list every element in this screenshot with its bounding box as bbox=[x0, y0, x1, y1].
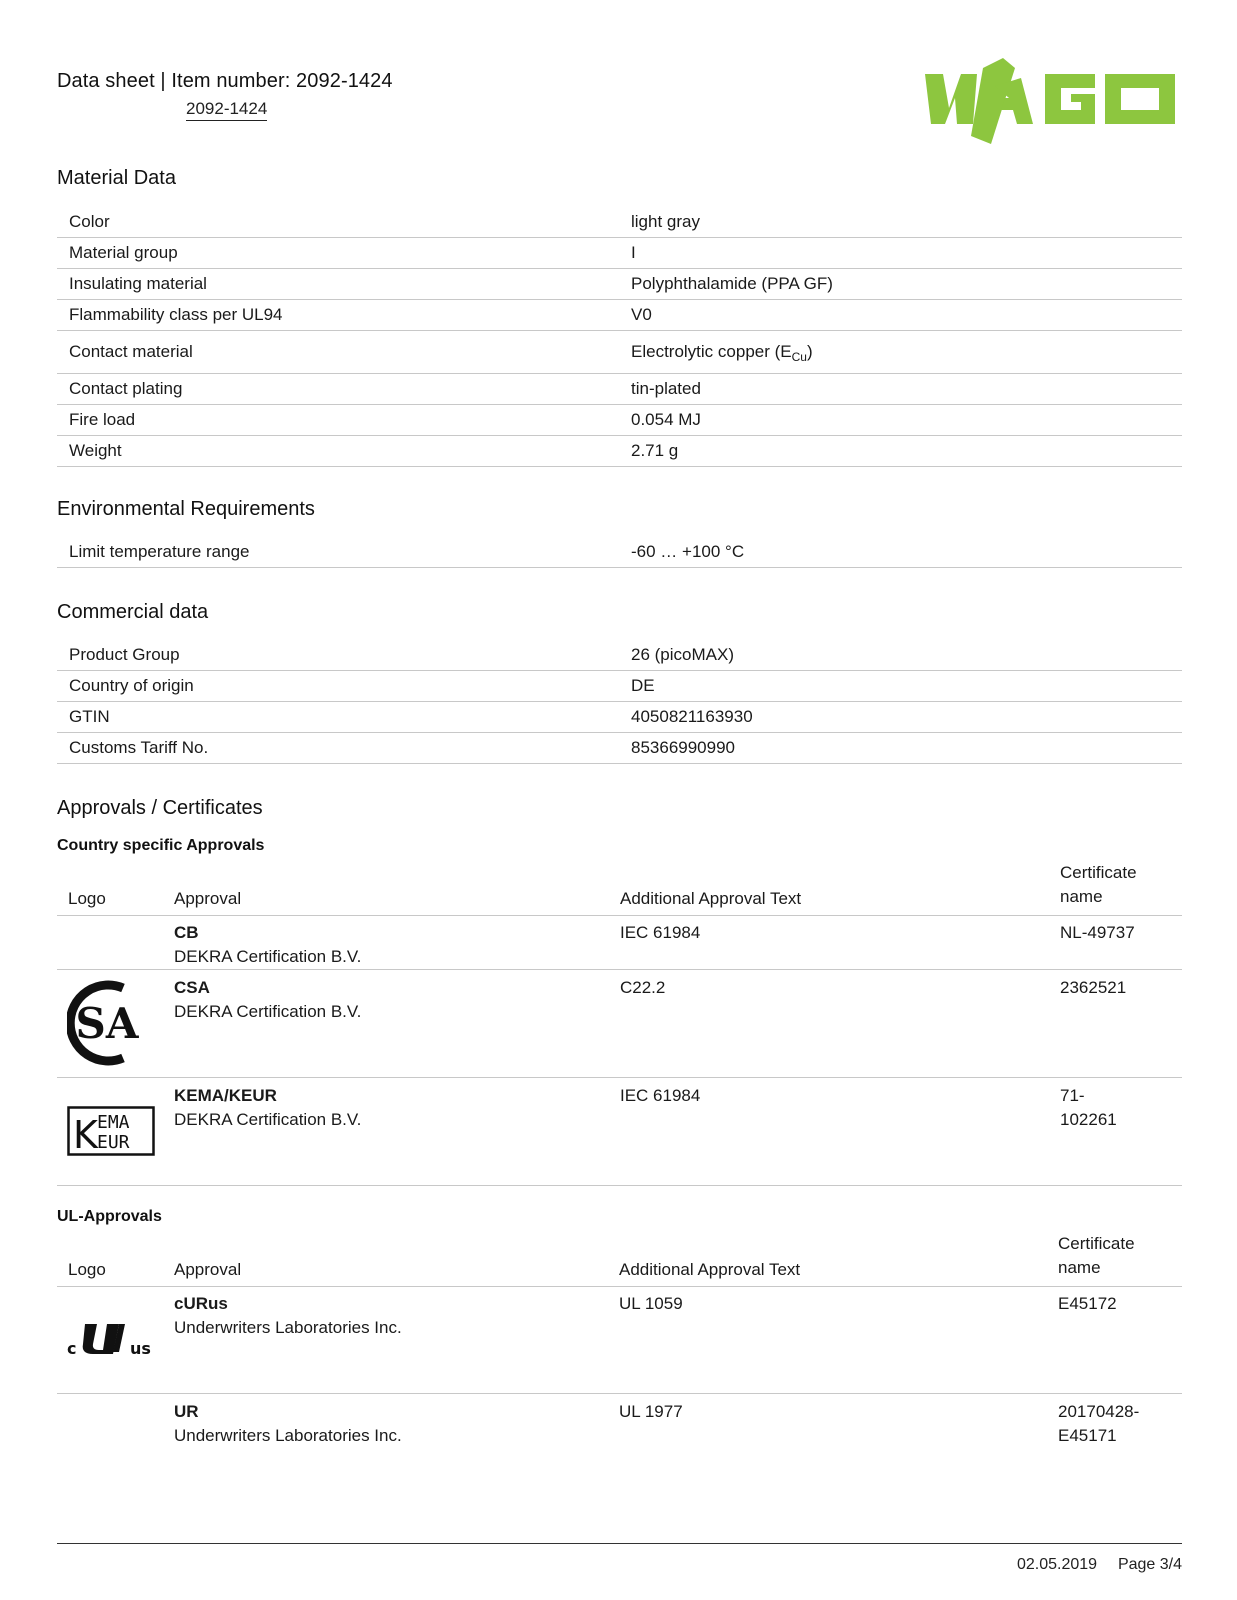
curus-logo-icon bbox=[67, 1318, 157, 1358]
subsection-title-ul: UL-Approvals bbox=[57, 1208, 162, 1225]
section-title-material: Material Data bbox=[57, 167, 176, 189]
environment-table bbox=[57, 537, 1182, 568]
svg-text:EMA: EMA bbox=[97, 1112, 130, 1133]
table-row: Country of origin DE bbox=[57, 671, 1182, 702]
page-footer bbox=[1017, 1556, 1182, 1574]
table-row: Contact plating tin-plated bbox=[57, 374, 1182, 405]
page-number: Page 3/4 bbox=[1117, 1556, 1182, 1573]
table-row: Color light gray bbox=[57, 207, 1182, 238]
section-title-commercial: Commercial data bbox=[57, 601, 209, 623]
table-row: UR Underwriters Laboratories Inc. UL 1977 20170428- E45171 bbox=[174, 1402, 1140, 1445]
section-title-approvals: Approvals / Certificates bbox=[57, 797, 263, 819]
table-row: CB DEKRA Certification B.V. IEC 61984 NL-49737 bbox=[57, 915, 1182, 970]
document-header bbox=[57, 70, 393, 121]
svg-text:EUR: EUR bbox=[97, 1132, 130, 1153]
table-row: Limit temperature range -60 … +100 °C bbox=[57, 537, 1182, 568]
footer-divider bbox=[57, 1543, 1182, 1544]
table-row: Flammability class per UL94 V0 bbox=[57, 300, 1182, 331]
item-number-link[interactable]: 2092-1424 bbox=[186, 99, 267, 121]
table-row: K EMA EUR KEMA/KEUR DEKRA Certification B.V. IEC 61984 71- 102261 bbox=[57, 1078, 1182, 1186]
table-row: Material group I bbox=[57, 238, 1182, 269]
table-row: Weight 2.71 g bbox=[57, 436, 1182, 467]
svg-text:K: K bbox=[73, 1113, 98, 1156]
svg-text:SA: SA bbox=[75, 999, 139, 1048]
commercial-table bbox=[57, 640, 1182, 764]
wago-logo bbox=[925, 58, 1183, 144]
ul-approvals-header: Logo Approval Additional Approval Text Certificate name bbox=[57, 1232, 1182, 1287]
table-row: SA CSA DEKRA Certification B.V. C22.2 2362521 bbox=[57, 970, 1182, 1078]
table-row: Contact material Electrolytic copper $(E_{Cu})$ bbox=[57, 331, 1182, 374]
footer-date: 02.05.2019 bbox=[1016, 1556, 1098, 1573]
section-title-environment: Environmental Requirements bbox=[57, 498, 315, 520]
svg-text:us: us bbox=[130, 1339, 151, 1358]
table-row: Insulating material Polyphthalamide (PPA GF) bbox=[57, 269, 1182, 300]
table-row: GTIN 4050821163930 bbox=[57, 702, 1182, 733]
document-title: Data sheet | Item number: 2092-1424 bbox=[57, 70, 393, 92]
table-row: Customs Tariff No. 85366990990 bbox=[57, 733, 1182, 764]
kema-keur-logo-icon bbox=[67, 1106, 155, 1156]
material-data-table bbox=[57, 207, 1182, 467]
table-row: c us cURus Underwriters Laboratories Inc. UL 1059 E45172 bbox=[57, 1286, 1182, 1394]
csa-logo-icon bbox=[67, 980, 147, 1066]
subsection-title-country: Country specific Approvals bbox=[57, 837, 265, 854]
country-approvals-header: Logo Approval Additional Approval Text Certificate name bbox=[57, 860, 1182, 916]
svg-text:c: c bbox=[67, 1339, 77, 1358]
table-row: Fire load 0.054 MJ bbox=[57, 405, 1182, 436]
table-row: Product Group 26 (picoMAX) bbox=[57, 640, 1182, 671]
